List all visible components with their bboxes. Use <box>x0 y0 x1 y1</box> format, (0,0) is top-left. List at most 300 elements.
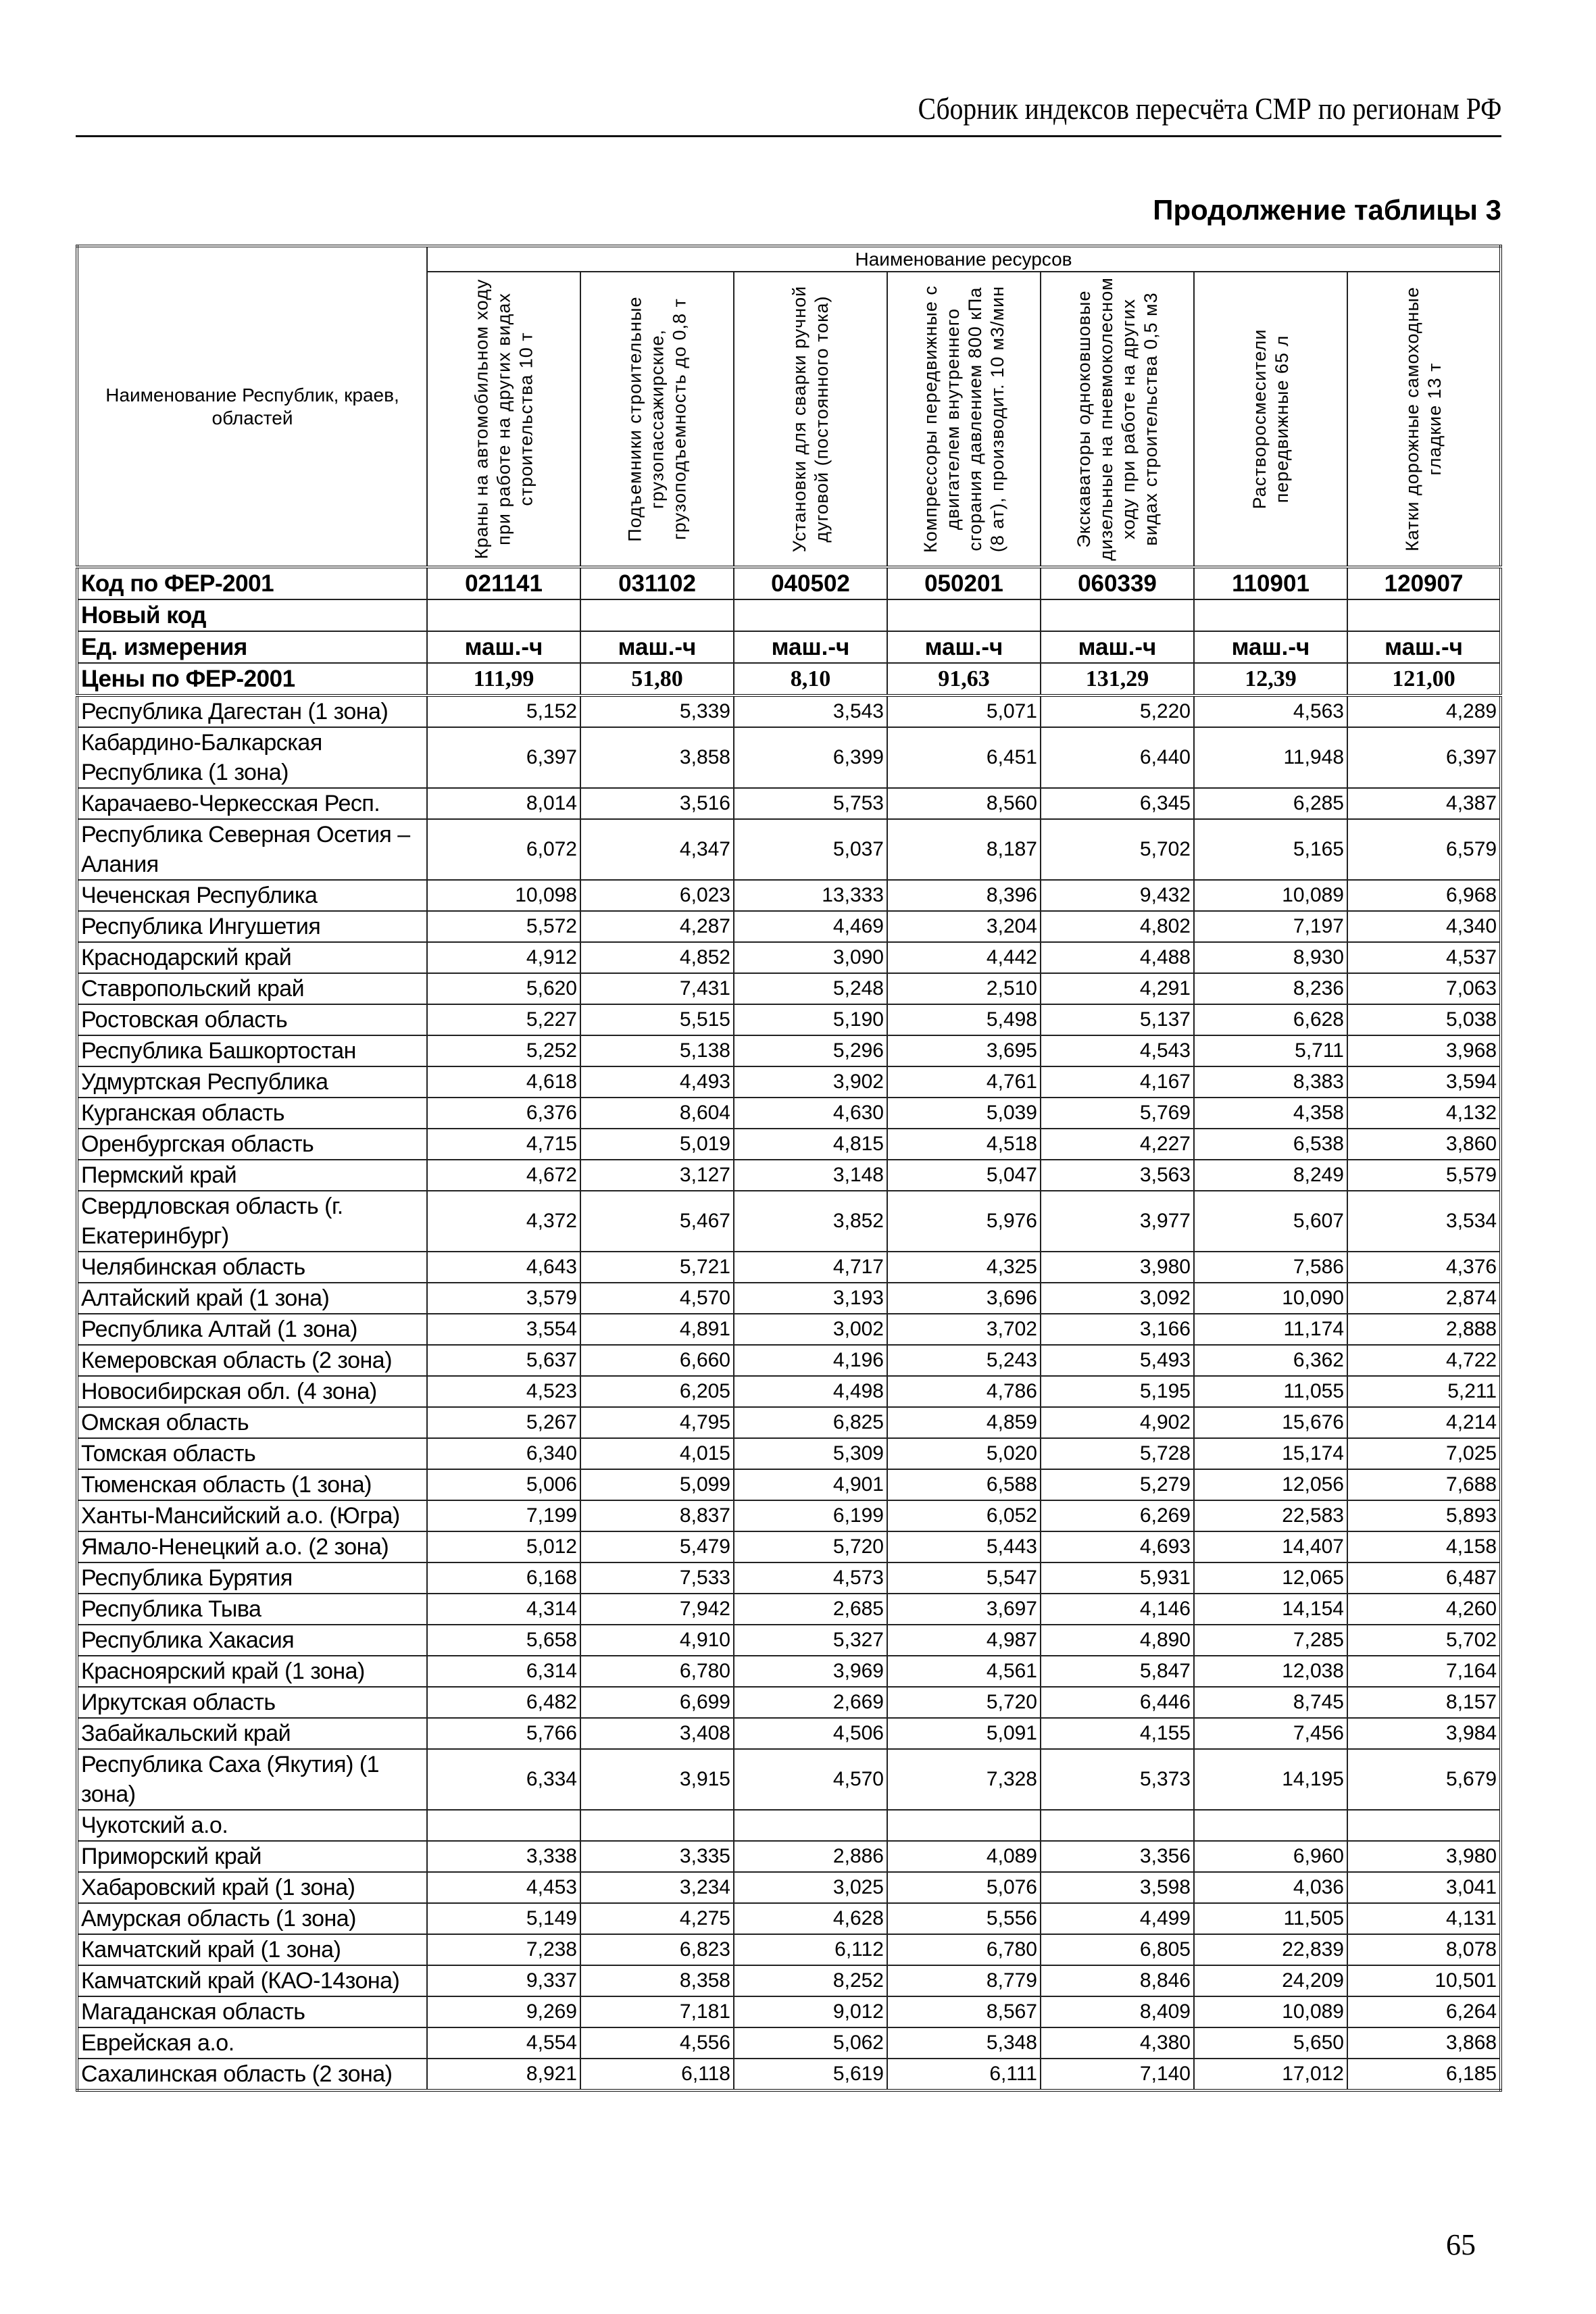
region-name: Республика Бурятия <box>77 1562 427 1594</box>
region-name: Камчатский край (1 зона) <box>77 1934 427 1965</box>
index-value: 12,038 <box>1194 1656 1347 1687</box>
index-value: 5,279 <box>1041 1469 1194 1500</box>
region-name: Удмуртская Республика <box>77 1066 427 1098</box>
region-name: Тюменская область (1 зона) <box>77 1469 427 1500</box>
index-value <box>427 1810 580 1841</box>
index-value: 4,573 <box>734 1562 887 1594</box>
region-name: Ставропольский край <box>77 973 427 1004</box>
table-row <box>77 1625 1501 1656</box>
meta-cell: маш.-ч <box>1194 631 1347 663</box>
index-value: 11,505 <box>1194 1903 1347 1934</box>
index-value: 5,149 <box>427 1903 580 1934</box>
index-value: 3,969 <box>734 1656 887 1687</box>
index-value: 4,380 <box>1041 2027 1194 2059</box>
index-value: 4,260 <box>1347 1594 1501 1625</box>
index-value: 5,327 <box>734 1625 887 1656</box>
index-value: 3,534 <box>1347 1191 1501 1252</box>
index-value: 8,409 <box>1041 1996 1194 2027</box>
index-value: 6,446 <box>1041 1687 1194 1718</box>
region-name: Иркутская область <box>77 1687 427 1718</box>
index-value: 3,335 <box>580 1841 734 1872</box>
resource-column-header <box>580 272 734 567</box>
index-value: 5,976 <box>887 1191 1041 1252</box>
index-value: 5,467 <box>580 1191 734 1252</box>
meta-row-label: Новый код <box>77 599 427 631</box>
index-value: 14,154 <box>1194 1594 1347 1625</box>
index-value: 7,285 <box>1194 1625 1347 1656</box>
table-row <box>77 1129 1501 1160</box>
index-value: 22,839 <box>1194 1934 1347 1965</box>
index-value: 5,039 <box>887 1098 1041 1129</box>
index-value: 4,672 <box>427 1160 580 1191</box>
index-value: 5,071 <box>887 695 1041 727</box>
table-row <box>77 1562 1501 1594</box>
index-value: 4,815 <box>734 1129 887 1160</box>
index-value: 4,630 <box>734 1098 887 1129</box>
meta-cell: 060339 <box>1041 567 1194 599</box>
index-value: 8,014 <box>427 788 580 819</box>
index-value: 5,720 <box>734 1531 887 1562</box>
table-row <box>77 695 1501 727</box>
index-value: 4,347 <box>580 819 734 880</box>
index-value: 4,722 <box>1347 1345 1501 1376</box>
index-value: 5,267 <box>427 1407 580 1438</box>
index-value: 5,152 <box>427 695 580 727</box>
index-value: 2,685 <box>734 1594 887 1625</box>
resource-column-header <box>1041 272 1194 567</box>
index-value: 4,786 <box>887 1376 1041 1407</box>
index-value: 3,695 <box>887 1035 1041 1066</box>
region-name: Амурская область (1 зона) <box>77 1903 427 1934</box>
index-value: 7,164 <box>1347 1656 1501 1687</box>
index-value: 4,912 <box>427 942 580 973</box>
index-value: 4,717 <box>734 1252 887 1283</box>
index-value: 6,628 <box>1194 1004 1347 1035</box>
index-value: 5,579 <box>1347 1160 1501 1191</box>
index-value: 5,572 <box>427 911 580 942</box>
table-row <box>77 1191 1501 1252</box>
index-value: 3,563 <box>1041 1160 1194 1191</box>
index-value: 4,715 <box>427 1129 580 1160</box>
region-name: Оренбургская область <box>77 1129 427 1160</box>
region-name: Чеченская Республика <box>77 880 427 911</box>
table-row <box>77 1376 1501 1407</box>
table-row <box>77 1345 1501 1376</box>
table-row <box>77 1687 1501 1718</box>
index-value: 4,561 <box>887 1656 1041 1687</box>
index-value: 6,780 <box>887 1934 1041 1965</box>
index-value: 3,984 <box>1347 1718 1501 1749</box>
index-value: 10,089 <box>1194 880 1347 911</box>
resource-column-label: Подъемники строительные грузопассажирские, грузоподъемность до 0,8 т <box>624 296 689 542</box>
index-value: 3,858 <box>580 727 734 788</box>
index-value: 5,650 <box>1194 2027 1347 2059</box>
region-name: Магаданская область <box>77 1996 427 2027</box>
index-value: 6,968 <box>1347 880 1501 911</box>
region-name: Томская область <box>77 1438 427 1469</box>
index-value: 8,846 <box>1041 1965 1194 1996</box>
index-value: 6,185 <box>1347 2059 1501 2090</box>
table-row <box>77 1965 1501 1996</box>
index-value: 3,980 <box>1041 1252 1194 1283</box>
index-value: 6,487 <box>1347 1562 1501 1594</box>
index-value: 3,968 <box>1347 1035 1501 1066</box>
region-name: Кемеровская область (2 зона) <box>77 1345 427 1376</box>
table-row <box>77 880 1501 911</box>
index-value: 4,618 <box>427 1066 580 1098</box>
index-value: 8,157 <box>1347 1687 1501 1718</box>
index-value: 3,598 <box>1041 1872 1194 1903</box>
index-value: 5,309 <box>734 1438 887 1469</box>
table-row <box>77 2027 1501 2059</box>
index-value: 6,023 <box>580 880 734 911</box>
index-value: 7,942 <box>580 1594 734 1625</box>
meta-cell: маш.-ч <box>1347 631 1501 663</box>
index-value: 5,679 <box>1347 1749 1501 1810</box>
index-value: 3,041 <box>1347 1872 1501 1903</box>
index-value: 3,148 <box>734 1160 887 1191</box>
index-value: 4,628 <box>734 1903 887 1934</box>
index-value <box>580 1810 734 1841</box>
index-value: 5,137 <box>1041 1004 1194 1035</box>
index-value: 6,960 <box>1194 1841 1347 1872</box>
table-row <box>77 1407 1501 1438</box>
index-value: 5,248 <box>734 973 887 1004</box>
index-value: 2,669 <box>734 1687 887 1718</box>
index-value: 5,637 <box>427 1345 580 1376</box>
resource-meta-rows <box>77 567 1501 695</box>
index-value: 3,696 <box>887 1283 1041 1314</box>
index-value: 8,745 <box>1194 1687 1347 1718</box>
table-row <box>77 727 1501 788</box>
index-value: 11,055 <box>1194 1376 1347 1407</box>
index-value: 4,132 <box>1347 1098 1501 1129</box>
index-value: 4,570 <box>580 1283 734 1314</box>
index-value: 5,702 <box>1347 1625 1501 1656</box>
index-value: 10,098 <box>427 880 580 911</box>
index-value: 6,588 <box>887 1469 1041 1500</box>
index-value: 4,556 <box>580 2027 734 2059</box>
index-value: 5,515 <box>580 1004 734 1035</box>
region-name: Ханты-Мансийский а.о. (Югра) <box>77 1500 427 1531</box>
index-value: 2,874 <box>1347 1283 1501 1314</box>
index-value: 10,501 <box>1347 1965 1501 1996</box>
index-value: 5,658 <box>427 1625 580 1656</box>
index-value: 3,193 <box>734 1283 887 1314</box>
region-name: Республика Саха (Якутия) (1 зона) <box>77 1749 427 1810</box>
fer-code-row <box>77 567 1501 599</box>
region-column-header: Наименование Республик, краев, областей <box>77 246 427 567</box>
index-value: 4,488 <box>1041 942 1194 973</box>
index-value: 8,383 <box>1194 1066 1347 1098</box>
index-value: 5,443 <box>887 1531 1041 1562</box>
index-value: 5,195 <box>1041 1376 1194 1407</box>
resource-column-header <box>1194 272 1347 567</box>
index-value: 5,620 <box>427 973 580 1004</box>
index-value: 8,236 <box>1194 973 1347 1004</box>
meta-row-label: Код по ФЕР-2001 <box>77 567 427 599</box>
region-name: Республика Хакасия <box>77 1625 427 1656</box>
table-row <box>77 1903 1501 1934</box>
index-value: 4,372 <box>427 1191 580 1252</box>
index-value: 3,127 <box>580 1160 734 1191</box>
index-value: 3,516 <box>580 788 734 819</box>
index-value: 6,397 <box>1347 727 1501 788</box>
index-value: 5,373 <box>1041 1749 1194 1810</box>
index-value: 4,910 <box>580 1625 734 1656</box>
index-value: 10,089 <box>1194 1996 1347 2027</box>
index-value: 11,174 <box>1194 1314 1347 1345</box>
index-value: 3,090 <box>734 942 887 973</box>
meta-cell <box>1194 599 1347 631</box>
region-name: Курганская область <box>77 1098 427 1129</box>
index-value: 5,769 <box>1041 1098 1194 1129</box>
table-row <box>77 1035 1501 1066</box>
meta-cell: 021141 <box>427 567 580 599</box>
index-value: 9,269 <box>427 1996 580 2027</box>
index-value: 5,931 <box>1041 1562 1194 1594</box>
index-value: 4,442 <box>887 942 1041 973</box>
index-value: 4,643 <box>427 1252 580 1283</box>
index-value: 3,977 <box>1041 1191 1194 1252</box>
index-value: 3,025 <box>734 1872 887 1903</box>
index-value: 5,220 <box>1041 695 1194 727</box>
table-row <box>77 1531 1501 1562</box>
index-value: 4,859 <box>887 1407 1041 1438</box>
meta-cell: 131,29 <box>1041 663 1194 695</box>
index-value: 12,056 <box>1194 1469 1347 1500</box>
index-value: 4,227 <box>1041 1129 1194 1160</box>
index-value: 3,356 <box>1041 1841 1194 1872</box>
region-name: Карачаево-Черкесская Респ. <box>77 788 427 819</box>
meta-cell <box>580 599 734 631</box>
index-value: 4,563 <box>1194 695 1347 727</box>
table-row <box>77 911 1501 942</box>
regional-index-table <box>76 245 1502 2092</box>
meta-cell: 111,99 <box>427 663 580 695</box>
region-name: Республика Дагестан (1 зона) <box>77 695 427 727</box>
index-value: 6,112 <box>734 1934 887 1965</box>
index-value: 5,847 <box>1041 1656 1194 1687</box>
region-name: Забайкальский край <box>77 1718 427 1749</box>
index-value: 5,498 <box>887 1004 1041 1035</box>
index-value: 4,802 <box>1041 911 1194 942</box>
table-continuation-title: Продолжение таблицы 3 <box>1153 194 1501 226</box>
index-value: 6,399 <box>734 727 887 788</box>
index-value: 6,345 <box>1041 788 1194 819</box>
index-value: 4,146 <box>1041 1594 1194 1625</box>
index-value: 5,047 <box>887 1160 1041 1191</box>
index-value: 6,072 <box>427 819 580 880</box>
index-value: 4,453 <box>427 1872 580 1903</box>
meta-cell <box>1041 599 1194 631</box>
index-value: 4,314 <box>427 1594 580 1625</box>
index-value <box>887 1810 1041 1841</box>
index-value: 5,076 <box>887 1872 1041 1903</box>
meta-cell <box>734 599 887 631</box>
resource-column-header <box>734 272 887 567</box>
index-value: 5,099 <box>580 1469 734 1500</box>
resource-column-label: Экскаваторы одноковшовые дизельные на пневмоколесном ходу при работе на других видах строительства 0,5 м3 <box>1073 277 1161 561</box>
index-value: 5,753 <box>734 788 887 819</box>
index-value: 4,693 <box>1041 1531 1194 1562</box>
index-value: 3,860 <box>1347 1129 1501 1160</box>
index-value: 3,980 <box>1347 1841 1501 1872</box>
index-value: 15,174 <box>1194 1438 1347 1469</box>
index-value: 4,891 <box>580 1314 734 1345</box>
index-value: 6,111 <box>887 2059 1041 2090</box>
index-value: 2,510 <box>887 973 1041 1004</box>
index-value: 3,234 <box>580 1872 734 1903</box>
index-value: 4,167 <box>1041 1066 1194 1098</box>
table-row <box>77 1934 1501 1965</box>
index-value: 6,334 <box>427 1749 580 1810</box>
index-value: 2,886 <box>734 1841 887 1872</box>
index-value: 3,852 <box>734 1191 887 1252</box>
index-value: 8,837 <box>580 1500 734 1531</box>
index-value: 6,538 <box>1194 1129 1347 1160</box>
index-value: 7,431 <box>580 973 734 1004</box>
table-row <box>77 1160 1501 1191</box>
index-value: 3,543 <box>734 695 887 727</box>
table-row <box>77 942 1501 973</box>
running-head <box>76 88 1501 137</box>
index-value: 5,556 <box>887 1903 1041 1934</box>
table-row <box>77 1283 1501 1314</box>
unit-row <box>77 631 1501 663</box>
meta-cell: маш.-ч <box>427 631 580 663</box>
index-value: 5,619 <box>734 2059 887 2090</box>
region-name: Красноярский край (1 зона) <box>77 1656 427 1687</box>
index-value: 22,583 <box>1194 1500 1347 1531</box>
index-value: 6,451 <box>887 727 1041 788</box>
index-value: 8,930 <box>1194 942 1347 973</box>
table-row <box>77 819 1501 880</box>
resources-group-header: Наименование ресурсов <box>427 246 1501 272</box>
index-value: 6,285 <box>1194 788 1347 819</box>
index-value: 4,214 <box>1347 1407 1501 1438</box>
region-name: Камчатский край (КАО-14зона) <box>77 1965 427 1996</box>
index-value: 4,554 <box>427 2027 580 2059</box>
index-value: 7,456 <box>1194 1718 1347 1749</box>
index-value: 24,209 <box>1194 1965 1347 1996</box>
index-value: 4,376 <box>1347 1252 1501 1283</box>
index-value: 2,888 <box>1347 1314 1501 1345</box>
index-value: 5,252 <box>427 1035 580 1066</box>
index-value: 4,852 <box>580 942 734 973</box>
index-value: 3,408 <box>580 1718 734 1749</box>
index-value: 4,795 <box>580 1407 734 1438</box>
index-value: 4,155 <box>1041 1718 1194 1749</box>
index-value: 8,252 <box>734 1965 887 1996</box>
index-value: 6,052 <box>887 1500 1041 1531</box>
index-value: 7,199 <box>427 1500 580 1531</box>
region-name: Хабаровский край (1 зона) <box>77 1872 427 1903</box>
index-value: 8,078 <box>1347 1934 1501 1965</box>
price-row <box>77 663 1501 695</box>
index-value: 6,362 <box>1194 1345 1347 1376</box>
index-value: 5,721 <box>580 1252 734 1283</box>
index-value: 3,338 <box>427 1841 580 1872</box>
index-value: 3,166 <box>1041 1314 1194 1345</box>
index-value: 5,348 <box>887 2027 1041 2059</box>
index-value: 9,337 <box>427 1965 580 1996</box>
index-value: 5,607 <box>1194 1191 1347 1252</box>
table-row <box>77 1656 1501 1687</box>
index-value: 5,243 <box>887 1345 1041 1376</box>
index-value: 5,165 <box>1194 819 1347 880</box>
index-value: 5,211 <box>1347 1376 1501 1407</box>
table-row <box>77 1098 1501 1129</box>
index-value: 6,660 <box>580 1345 734 1376</box>
index-value: 5,020 <box>887 1438 1041 1469</box>
meta-cell: 12,39 <box>1194 663 1347 695</box>
index-value: 7,025 <box>1347 1438 1501 1469</box>
meta-cell: маш.-ч <box>887 631 1041 663</box>
index-value: 4,036 <box>1194 1872 1347 1903</box>
meta-cell: 050201 <box>887 567 1041 599</box>
index-value: 8,921 <box>427 2059 580 2090</box>
index-value: 4,089 <box>887 1841 1041 1872</box>
index-value: 4,761 <box>887 1066 1041 1098</box>
index-value: 5,062 <box>734 2027 887 2059</box>
region-name: Республика Северная Осетия – Алания <box>77 819 427 880</box>
meta-cell: 91,63 <box>887 663 1041 695</box>
resource-column-header <box>887 272 1041 567</box>
index-value: 4,901 <box>734 1469 887 1500</box>
index-value: 3,002 <box>734 1314 887 1345</box>
index-value: 4,570 <box>734 1749 887 1810</box>
resource-column-label: Катки дорожные самоходные гладкие 13 т <box>1402 287 1445 551</box>
index-value <box>1347 1810 1501 1841</box>
table-row <box>77 1469 1501 1500</box>
index-value: 8,187 <box>887 819 1041 880</box>
region-name: Алтайский край (1 зона) <box>77 1283 427 1314</box>
region-name: Республика Ингушетия <box>77 911 427 942</box>
index-value: 5,702 <box>1041 819 1194 880</box>
index-value: 7,586 <box>1194 1252 1347 1283</box>
index-value: 5,493 <box>1041 1345 1194 1376</box>
index-value: 8,560 <box>887 788 1041 819</box>
table-row <box>77 973 1501 1004</box>
index-value: 17,012 <box>1194 2059 1347 2090</box>
index-value: 5,339 <box>580 695 734 727</box>
index-value: 5,296 <box>734 1035 887 1066</box>
index-value: 10,090 <box>1194 1283 1347 1314</box>
index-value: 8,358 <box>580 1965 734 1996</box>
region-rows <box>77 695 1501 2090</box>
index-value: 5,012 <box>427 1531 580 1562</box>
meta-cell: 031102 <box>580 567 734 599</box>
index-value: 6,825 <box>734 1407 887 1438</box>
region-name: Пермский край <box>77 1160 427 1191</box>
index-value: 6,205 <box>580 1376 734 1407</box>
index-value: 15,676 <box>1194 1407 1347 1438</box>
index-value: 4,506 <box>734 1718 887 1749</box>
table-row <box>77 1438 1501 1469</box>
index-value: 4,543 <box>1041 1035 1194 1066</box>
meta-cell <box>427 599 580 631</box>
index-value: 7,238 <box>427 1934 580 1965</box>
index-value: 5,138 <box>580 1035 734 1066</box>
index-value: 3,915 <box>580 1749 734 1810</box>
table-row <box>77 1749 1501 1810</box>
region-name: Республика Тыва <box>77 1594 427 1625</box>
index-value: 3,868 <box>1347 2027 1501 2059</box>
index-value: 6,440 <box>1041 727 1194 788</box>
index-value: 4,291 <box>1041 973 1194 1004</box>
index-value: 7,688 <box>1347 1469 1501 1500</box>
